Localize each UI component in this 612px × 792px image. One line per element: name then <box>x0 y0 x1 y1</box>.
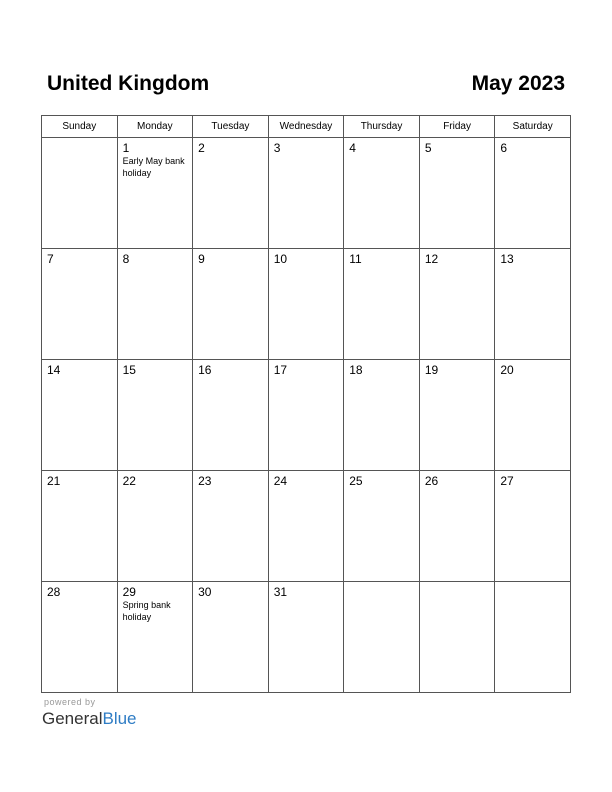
day-number: 20 <box>500 363 514 377</box>
footer-branding <box>42 697 137 729</box>
day-cell <box>419 249 495 360</box>
day-number: 12 <box>424 252 439 266</box>
day-cell <box>495 582 571 693</box>
day-cell <box>268 471 344 582</box>
day-number: 31 <box>273 585 288 599</box>
month-year-title: May 2023 <box>471 72 565 95</box>
day-cell <box>42 249 118 360</box>
day-cell <box>42 138 118 249</box>
country-title: United Kingdom <box>47 72 210 95</box>
day-cell <box>193 582 269 693</box>
day-cell <box>344 360 420 471</box>
week-row <box>42 582 571 693</box>
day-cell <box>268 138 344 249</box>
day-cell <box>419 471 495 582</box>
day-number: 21 <box>47 474 61 488</box>
day-cell <box>268 360 344 471</box>
day-cell <box>117 582 193 693</box>
day-cell <box>42 471 118 582</box>
day-cell <box>419 138 495 249</box>
day-cell <box>42 360 118 471</box>
weekday-header: Friday <box>419 116 495 138</box>
holiday-label: Spring bank holiday <box>122 600 171 622</box>
weekday-header-row <box>42 116 571 138</box>
day-number: 22 <box>122 474 136 488</box>
weekday-header: Sunday <box>42 116 118 138</box>
brand-name-part2: Blue <box>102 709 137 728</box>
brand-name-part1: General <box>42 709 103 728</box>
day-number <box>495 582 570 585</box>
week-row <box>42 138 571 249</box>
day-cell <box>495 471 571 582</box>
day-cell <box>344 471 420 582</box>
day-number: 24 <box>273 474 288 488</box>
day-number: 4 <box>349 141 356 155</box>
day-number: 7 <box>47 252 54 266</box>
weekday-header: Tuesday <box>193 116 269 138</box>
day-number: 29 <box>122 585 136 599</box>
day-cell <box>419 360 495 471</box>
day-number: 30 <box>198 585 212 599</box>
day-cell <box>268 582 344 693</box>
day-cell <box>117 471 193 582</box>
day-number: 15 <box>122 363 136 377</box>
day-number: 10 <box>273 252 288 266</box>
day-cell <box>344 249 420 360</box>
day-number: 23 <box>198 474 212 488</box>
day-number: 6 <box>500 141 508 155</box>
day-cell <box>42 582 118 693</box>
holiday-label: Early May bank holiday <box>122 156 185 178</box>
calendar-grid <box>41 115 571 693</box>
weekday-header: Thursday <box>344 116 420 138</box>
day-number: 11 <box>349 252 362 266</box>
day-number: 18 <box>349 363 363 377</box>
day-cell <box>117 138 193 249</box>
day-cell <box>193 249 269 360</box>
day-cell <box>117 360 193 471</box>
brand-logo[interactable] <box>42 709 137 729</box>
weekday-header: Wednesday <box>268 116 344 138</box>
day-cell <box>495 360 571 471</box>
week-row <box>42 360 571 471</box>
week-row <box>42 471 571 582</box>
day-number: 1 <box>122 141 130 155</box>
day-number: 19 <box>424 363 439 377</box>
day-number: 26 <box>424 474 439 488</box>
day-cell <box>193 138 269 249</box>
day-number: 27 <box>500 474 514 488</box>
day-number: 14 <box>47 363 61 377</box>
day-number <box>42 138 117 141</box>
day-number: 13 <box>500 252 514 266</box>
day-cell <box>117 249 193 360</box>
weekday-header: Monday <box>117 116 193 138</box>
day-number: 8 <box>122 252 130 266</box>
day-cell <box>495 138 571 249</box>
day-cell <box>193 471 269 582</box>
day-number: 3 <box>273 141 281 155</box>
day-cell <box>495 249 571 360</box>
day-number: 5 <box>424 141 432 155</box>
day-number: 16 <box>198 363 212 377</box>
day-number: 2 <box>198 141 205 155</box>
day-cell <box>344 138 420 249</box>
day-number <box>420 582 495 585</box>
powered-by-label: powered by <box>44 697 96 707</box>
day-number: 25 <box>349 474 363 488</box>
day-cell <box>193 360 269 471</box>
week-row <box>42 249 571 360</box>
day-number: 28 <box>47 585 61 599</box>
day-number <box>344 582 419 585</box>
day-cell <box>344 582 420 693</box>
day-cell <box>419 582 495 693</box>
day-cell <box>268 249 344 360</box>
day-number: 17 <box>273 363 288 377</box>
weekday-header: Saturday <box>495 116 571 138</box>
day-number: 9 <box>198 252 205 266</box>
